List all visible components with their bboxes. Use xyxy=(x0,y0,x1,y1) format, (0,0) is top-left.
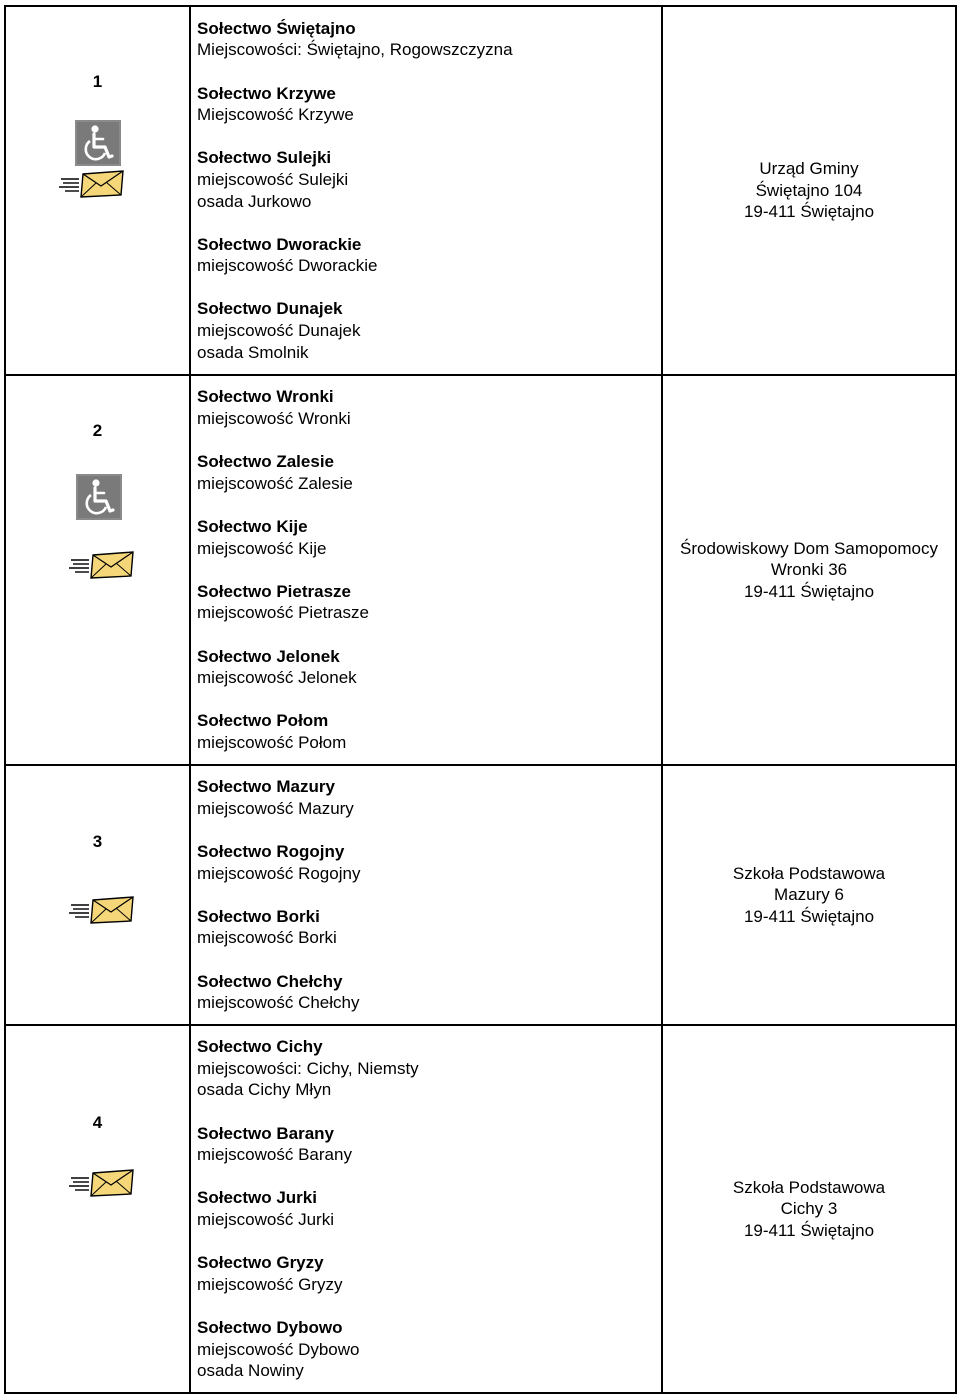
address-line: Wronki 36 xyxy=(770,560,848,580)
village-group xyxy=(197,451,655,494)
district-number: 1 xyxy=(92,72,103,91)
solectwo-name: Sołectwo Połom xyxy=(197,711,329,731)
solectwo-name: Sołectwo Mazury xyxy=(197,777,335,797)
village-group xyxy=(197,386,655,429)
district-row xyxy=(5,1025,956,1393)
address-cell xyxy=(662,375,956,765)
solectwo-name: Sołectwo Wronki xyxy=(197,387,334,407)
solectwo-name: Sołectwo Cichy xyxy=(197,1037,323,1057)
district-number: 2 xyxy=(92,421,103,440)
solectwo-name: Sołectwo Rogojny xyxy=(197,842,345,862)
locality-line: miejscowość Pietrasze xyxy=(197,603,369,623)
solectwo-name: Sołectwo Chełchy xyxy=(197,971,343,991)
solectwo-name: Sołectwo Sulejki xyxy=(197,148,332,168)
village-group xyxy=(197,83,655,126)
locality-line: miejscowość Chełchy xyxy=(197,993,360,1013)
village-group xyxy=(197,906,655,949)
address-cell xyxy=(662,765,956,1025)
solectwo-name: Sołectwo Dworackie xyxy=(197,234,362,254)
locality-line: miejscowość Dybowo xyxy=(197,1339,360,1359)
districts-table xyxy=(4,5,957,1394)
address-line: 19-411 Świętajno xyxy=(743,1220,875,1240)
district-row xyxy=(5,375,956,765)
village-list-cell xyxy=(190,6,662,375)
address-line: Szkoła Podstawowa xyxy=(732,863,886,883)
district-number: 4 xyxy=(92,1113,103,1132)
village-group xyxy=(197,710,655,753)
village-group xyxy=(197,298,655,363)
locality-line: miejscowość Jurki xyxy=(197,1210,334,1229)
district-number-cell xyxy=(5,375,190,765)
village-group xyxy=(197,147,655,212)
solectwo-name: Sołectwo Krzywe xyxy=(197,83,336,103)
address-line: Cichy 3 xyxy=(780,1199,838,1219)
village-group xyxy=(197,234,655,277)
locality-line: Miejscowości: Świętajno, Rogowszczyzna xyxy=(197,40,513,60)
address-line: 19-411 Świętajno xyxy=(743,581,875,601)
address-line: Szkoła Podstawowa xyxy=(732,1177,886,1197)
village-group xyxy=(197,516,655,559)
address-line: 19-411 Świętajno xyxy=(743,202,875,222)
locality-line: Miejscowość Krzywe xyxy=(197,105,354,125)
locality-line: osada Nowiny xyxy=(197,1361,304,1381)
locality-line: osada Smolnik xyxy=(197,342,309,362)
locality-line: miejscowość Wronki xyxy=(197,409,351,429)
address-cell xyxy=(662,1025,956,1393)
village-group xyxy=(197,776,655,819)
village-list-cell xyxy=(190,375,662,765)
locality-line: osada Cichy Młyn xyxy=(197,1080,332,1100)
solectwo-name: Sołectwo Jelonek xyxy=(197,646,340,666)
village-list-cell xyxy=(190,765,662,1025)
mail-icon xyxy=(69,896,135,930)
solectwo-name: Sołectwo Barany xyxy=(197,1123,334,1143)
solectwo-name: Sołectwo Dunajek xyxy=(197,299,343,319)
solectwo-name: Sołectwo Gryzy xyxy=(197,1253,324,1273)
address-line: Świętajno 104 xyxy=(755,180,863,200)
address-line: 19-411 Świętajno xyxy=(743,906,875,926)
solectwo-name: Sołectwo Pietrasze xyxy=(197,581,352,601)
mail-icon xyxy=(69,551,135,585)
locality-line: miejscowość Sulejki xyxy=(197,169,349,189)
district-number-cell xyxy=(5,765,190,1025)
village-list-cell xyxy=(190,1025,662,1393)
village-group xyxy=(197,841,655,884)
address-line: Urząd Gminy xyxy=(759,159,859,179)
locality-line: miejscowość Barany xyxy=(197,1145,352,1165)
locality-line: miejscowość Zalesie xyxy=(197,473,353,493)
locality-line: miejscowość Dworackie xyxy=(197,256,378,276)
mail-icon xyxy=(69,1169,135,1203)
village-group xyxy=(197,581,655,624)
address-line: Mazury 6 xyxy=(774,885,844,905)
solectwo-name: Sołectwo Jurki xyxy=(197,1188,317,1208)
solectwo-name: Sołectwo Borki xyxy=(197,906,320,926)
village-group xyxy=(197,646,655,689)
village-group xyxy=(197,1187,655,1230)
solectwo-name: Sołectwo Dybowo xyxy=(197,1317,343,1337)
address-line: Środowiskowy Dom Samopomocy xyxy=(680,538,938,558)
locality-line: miejscowość Borki xyxy=(197,928,337,948)
address-cell xyxy=(662,6,956,375)
solectwo-name: Sołectwo Świętajno xyxy=(197,18,356,38)
solectwo-name: Sołectwo Kije xyxy=(197,517,308,537)
locality-line: miejscowości: Cichy, Niemsty xyxy=(197,1058,419,1078)
locality-line: miejscowość Połom xyxy=(197,732,347,752)
locality-line: miejscowość Rogojny xyxy=(197,863,361,883)
district-row xyxy=(5,765,956,1025)
solectwo-name: Sołectwo Zalesie xyxy=(197,452,334,472)
village-group xyxy=(197,18,655,61)
locality-line: miejscowość Dunajek xyxy=(197,321,361,341)
wheelchair-icon xyxy=(76,474,122,526)
district-number: 3 xyxy=(92,832,103,851)
locality-line: miejscowość Gryzy xyxy=(197,1274,343,1294)
village-group xyxy=(197,1317,655,1382)
locality-line: miejscowość Mazury xyxy=(197,798,354,818)
wheelchair-icon xyxy=(75,120,121,172)
village-group xyxy=(197,1036,655,1101)
locality-line: osada Jurkowo xyxy=(197,191,312,211)
district-number-cell xyxy=(5,1025,190,1393)
village-group xyxy=(197,1123,655,1166)
village-group xyxy=(197,971,655,1014)
locality-line: miejscowość Kije xyxy=(197,538,327,558)
district-number-cell xyxy=(5,6,190,375)
village-group xyxy=(197,1252,655,1295)
district-row xyxy=(5,6,956,375)
locality-line: miejscowość Jelonek xyxy=(197,668,357,688)
mail-icon xyxy=(59,170,125,204)
